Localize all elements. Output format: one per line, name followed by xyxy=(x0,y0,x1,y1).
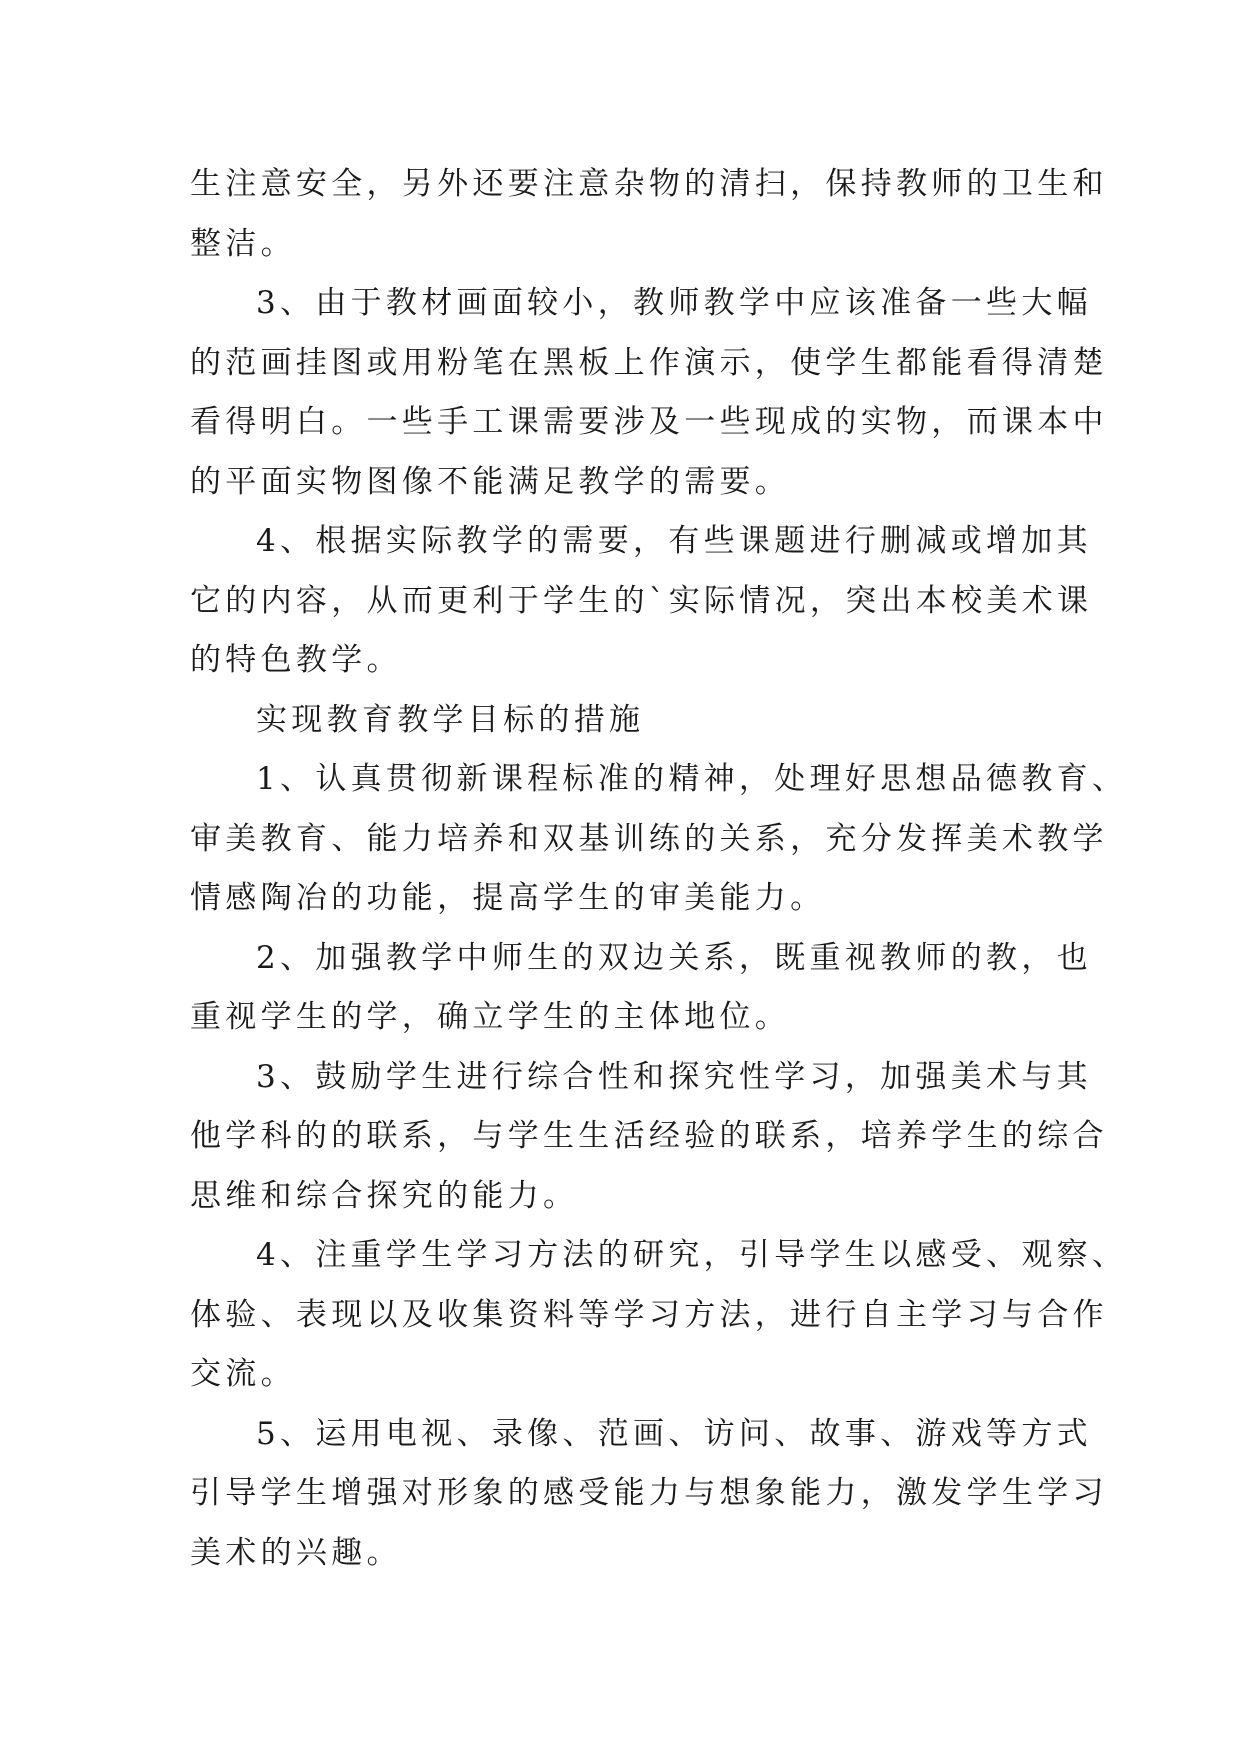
text-line: 的平面实物图像不能满足教学的需要。 xyxy=(190,463,791,500)
text-line: 思维和综合探究的能力。 xyxy=(190,1177,579,1214)
text-line: 5、运用电视、录像、范画、访问、故事、游戏等方式 xyxy=(256,1415,1092,1452)
text-line: 交流。 xyxy=(190,1356,296,1392)
text-line: 它的内容，从而更利于学生的`实际情况，突出本校美术课 xyxy=(190,582,1093,619)
text-line: 3、鼓励学生进行综合性和探究性学习，加强美术与其 xyxy=(256,1058,1092,1095)
text-line: 整洁。 xyxy=(190,225,296,262)
document-body xyxy=(190,155,1128,1583)
section-heading: 实现教育教学目标的措施 xyxy=(256,701,645,738)
text-line: 2、加强教学中师生的双边关系，既重视教师的教，也 xyxy=(256,939,1092,976)
text-line: 情感陶冶的功能，提高学生的审美能力。 xyxy=(190,880,826,916)
text-line: 3、由于教材画面较小，教师教学中应该准备一些大幅 xyxy=(256,285,1092,321)
text-line: 他学科的的联系，与学生生活经验的联系，培养学生的综合 xyxy=(190,1118,1108,1154)
text-line: 审美教育、能力培养和双基训练的关系，充分发挥美术教学 xyxy=(190,820,1108,857)
text-line: 4、根据实际教学的需要，有些课题进行删减或增加其 xyxy=(256,523,1092,559)
text-line: 美术的兴趣。 xyxy=(190,1534,402,1571)
text-line: 重视学生的学，确立学生的主体地位。 xyxy=(190,999,791,1035)
text-line: 的范画挂图或用粉笔在黑板上作演示，使学生都能看得清楚 xyxy=(190,344,1108,381)
text-line: 4、注重学生学习方法的研究，引导学生以感受、观察、 xyxy=(256,1237,1128,1273)
text-line: 体验、表现以及收集资料等学习方法，进行自主学习与合作 xyxy=(190,1296,1108,1333)
text-line: 引导学生增强对形象的感受能力与想象能力，激发学生学习 xyxy=(190,1475,1108,1511)
text-line: 1、认真贯彻新课程标准的精神，处理好思想品德教育、 xyxy=(256,761,1128,797)
text-line: 的特色教学。 xyxy=(190,642,402,678)
text-line: 看得明白。一些手工课需要涉及一些现成的实物，而课本中 xyxy=(190,404,1108,440)
text-line: 生注意安全，另外还要注意杂物的清扫，保持教师的卫生和 xyxy=(190,166,1108,202)
